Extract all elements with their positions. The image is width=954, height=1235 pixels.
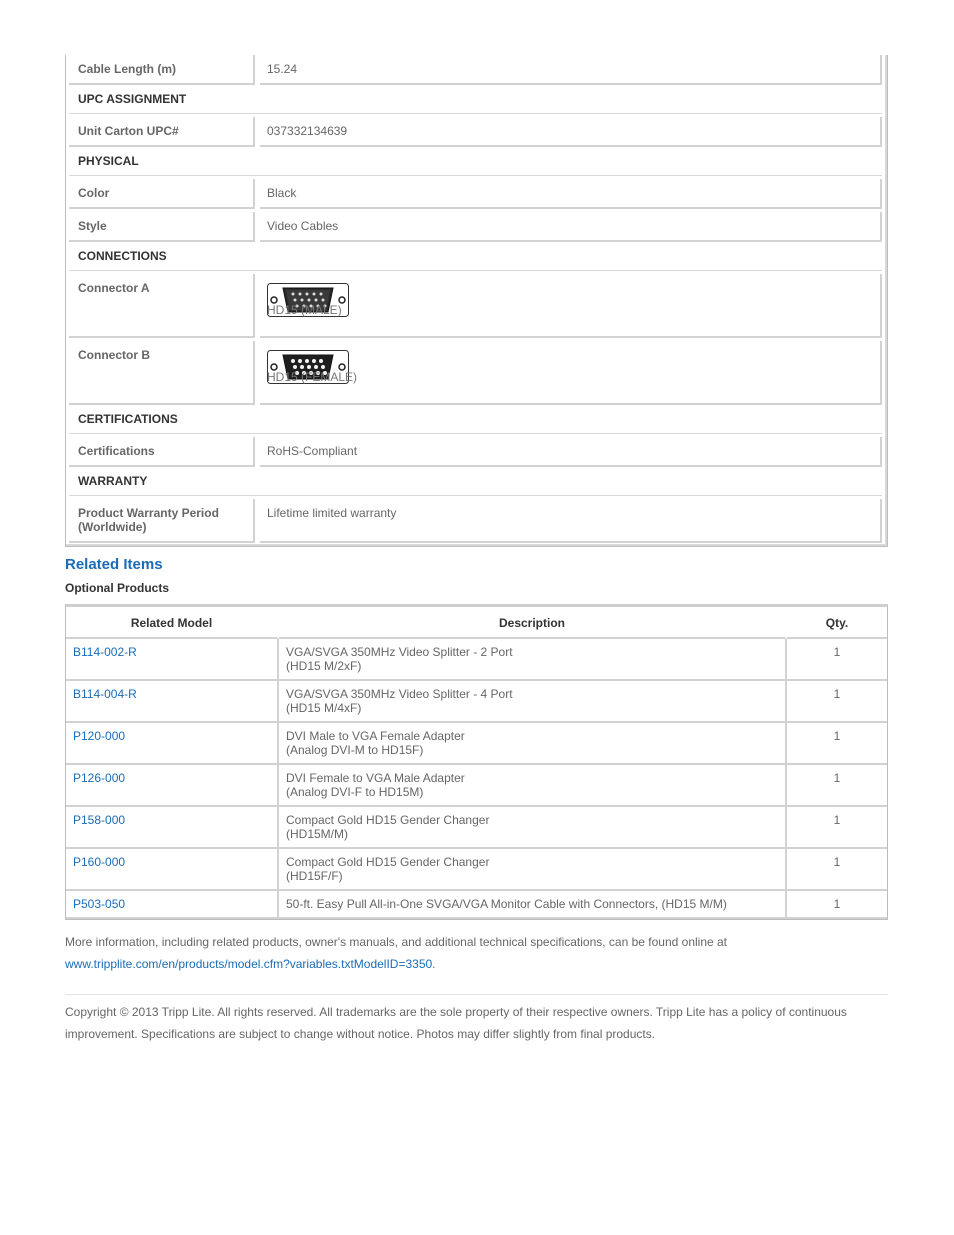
table-row <box>66 891 887 919</box>
header-description: Description <box>279 607 787 639</box>
spec-label: Unit Carton UPC# <box>69 117 255 147</box>
connector-caption: HD15 (FEMALE) <box>267 370 358 384</box>
description-line: VGA/SVGA 350MHz Video Splitter - 4 Port <box>286 687 513 701</box>
optional-products-title: Optional Products <box>65 581 170 595</box>
table-row <box>66 639 887 681</box>
table-header <box>66 607 887 639</box>
description-line: (HD15F/F) <box>286 869 343 883</box>
spec-label: Connector A <box>69 274 255 338</box>
description-line: (HD15 M/2xF) <box>286 659 362 673</box>
description-cell <box>279 849 787 891</box>
spec-row-style <box>69 212 882 242</box>
qty-cell: 1 <box>787 639 887 681</box>
spec-row-connector-b <box>69 341 882 405</box>
model-link[interactable]: P160-000 <box>66 849 279 891</box>
copyright-text: Copyright © 2013 Tripp Lite. All rights reserved. All trademarks are the sole property of their respective owners. Tripp Lite has a policy of continuous improvement. Specifications are subject to change without notice. Photos may differ slightly from final products. <box>65 1005 847 1041</box>
description-line: (HD15 M/4xF) <box>286 701 362 715</box>
section-heading-connections: CONNECTIONS <box>69 242 882 271</box>
section-heading-certifications: CERTIFICATIONS <box>69 405 882 434</box>
description-line: DVI Female to VGA Male Adapter <box>286 771 465 785</box>
header-related-model: Related Model <box>66 607 279 639</box>
spec-value: RoHS-Compliant <box>260 437 882 467</box>
table-row <box>66 723 887 765</box>
spec-value: 15.24 <box>260 55 882 85</box>
section-heading-upc: UPC ASSIGNMENT <box>69 85 882 114</box>
spec-label: Connector B <box>69 341 255 405</box>
qty-cell: 1 <box>787 765 887 807</box>
product-page-link[interactable]: www.tripplite.com/en/products/model.cfm?variables.txtModelID=3350 <box>65 957 433 971</box>
description-cell <box>279 681 787 723</box>
spec-value <box>260 341 882 405</box>
qty-cell: 1 <box>787 891 887 919</box>
spec-label: Product Warranty Period (Worldwide) <box>69 499 255 543</box>
description-line: (HD15M/M) <box>286 827 348 841</box>
section-heading-physical: PHYSICAL <box>69 147 882 176</box>
spec-label: Certifications <box>69 437 255 467</box>
spec-row-certifications <box>69 437 882 467</box>
footer-divider <box>65 994 888 995</box>
header-qty: Qty. <box>787 607 887 639</box>
spec-row-upc <box>69 117 882 147</box>
spec-row-connector-a <box>69 274 882 338</box>
spec-value <box>260 274 882 338</box>
model-link[interactable]: P126-000 <box>66 765 279 807</box>
table-row <box>66 849 887 891</box>
connector-caption: HD15 (MALE) <box>267 303 342 317</box>
spec-value: Lifetime limited warranty <box>260 499 882 543</box>
spec-value: 037332134639 <box>260 117 882 147</box>
table-row <box>66 807 887 849</box>
description-line: Compact Gold HD15 Gender Changer <box>286 813 490 827</box>
description-cell <box>279 891 787 919</box>
spec-value: Black <box>260 179 882 209</box>
spec-row-color <box>69 179 882 209</box>
spec-label: Style <box>69 212 255 242</box>
related-items-title: Related Items <box>65 556 163 573</box>
description-cell <box>279 723 787 765</box>
related-products-table <box>65 604 888 920</box>
model-link[interactable]: P503-050 <box>66 891 279 919</box>
description-cell <box>279 639 787 681</box>
table-row <box>66 681 887 723</box>
description-line: VGA/SVGA 350MHz Video Splitter - 2 Port <box>286 645 513 659</box>
qty-cell: 1 <box>787 723 887 765</box>
table-row <box>66 765 887 807</box>
model-link[interactable]: B114-004-R <box>66 681 279 723</box>
spec-table <box>65 55 888 547</box>
spec-row-warranty <box>69 499 882 543</box>
description-line: DVI Male to VGA Female Adapter <box>286 729 465 743</box>
description-cell <box>279 765 787 807</box>
model-link[interactable]: P120-000 <box>66 723 279 765</box>
model-link[interactable]: P158-000 <box>66 807 279 849</box>
more-info-period: . <box>432 957 436 971</box>
qty-cell: 1 <box>787 807 887 849</box>
description-line: 50-ft. Easy Pull All-in-One SVGA/VGA Monitor Cable with Connectors, (HD15 M/M) <box>286 897 727 911</box>
more-info-text <box>65 931 888 975</box>
model-link[interactable]: B114-002-R <box>66 639 279 681</box>
description-line: (Analog DVI-F to HD15M) <box>286 785 424 799</box>
spec-row-cable-length <box>69 55 882 85</box>
spec-label: Cable Length (m) <box>69 55 255 85</box>
qty-cell: 1 <box>787 681 887 723</box>
spec-label: Color <box>69 179 255 209</box>
description-line: (Analog DVI-M to HD15F) <box>286 743 424 757</box>
qty-cell: 1 <box>787 849 887 891</box>
section-heading-warranty: WARRANTY <box>69 467 882 496</box>
spec-value: Video Cables <box>260 212 882 242</box>
more-info-sentence: More information, including related products, owner's manuals, and additional technical specifications, can be found online at <box>65 935 728 949</box>
description-cell <box>279 807 787 849</box>
spec-section <box>65 55 888 547</box>
description-line: Compact Gold HD15 Gender Changer <box>286 855 490 869</box>
